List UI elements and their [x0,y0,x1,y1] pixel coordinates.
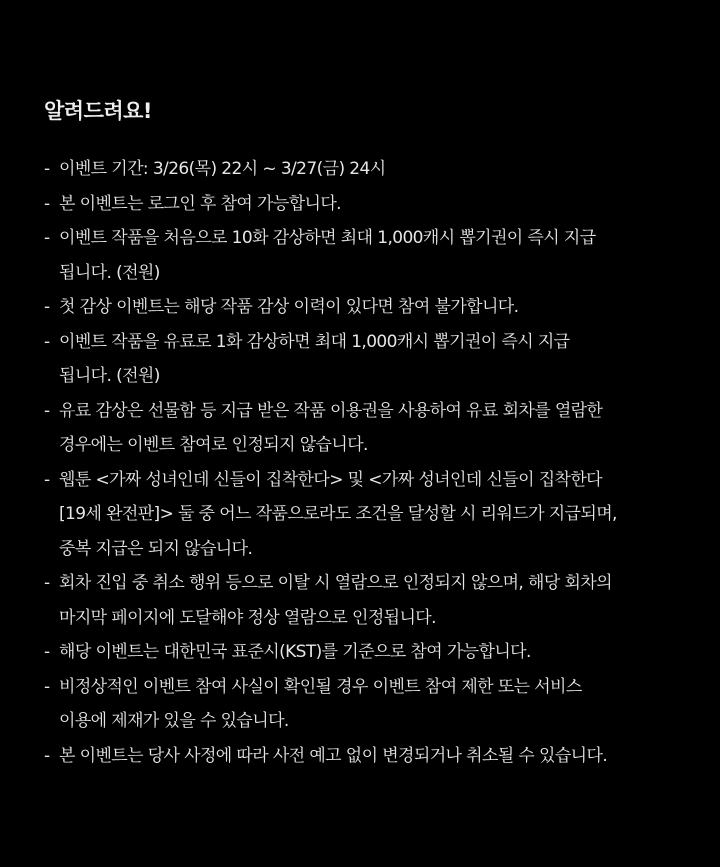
notice-item-text: 본 이벤트는 로그인 후 참여 가능합니다. [59,193,341,214]
notice-item [44,635,688,670]
notice-item-text: 유료 감상은 선물함 등 지급 받은 작품 이용권을 사용하여 유료 회차를 열람한 경우에는 이벤트 참여로 인정되지 않습니다. [59,400,603,455]
notice-item-text: 비정상적인 이벤트 참여 사실이 확인될 경우 이벤트 참여 제한 또는 서비스 이용에 제재가 있을 수 있습니다. [59,676,582,731]
notice-item-text: 해당 이벤트는 대한민국 표준시(KST)를 기준으로 참여 가능합니다. [59,642,531,662]
bullet-dash: - [44,193,50,214]
notice-item [44,463,688,567]
notice-item [44,187,688,222]
bullet-dash: - [44,469,50,490]
bullet-dash: - [44,228,50,248]
notice-item-text: 이벤트 작품을 유료로 1화 감상하면 최대 1,000캐시 뽑기권이 즉시 지급 됩니다. (전원) [59,331,570,386]
notice-item [44,670,688,739]
notice-item [44,221,688,290]
notice-item-text: 본 이벤트는 당사 사정에 따라 사전 예고 없이 변경되거나 취소될 수 있습니다. [59,745,608,766]
notice-item [44,325,688,394]
notice-item-text: 회차 진입 중 취소 행위 등으로 이탈 시 열람으로 인정되지 않으며, 해당 회차의 마지막 페이지에 도달해야 정상 열람으로 인정됩니다. [59,573,612,628]
notice-item-text: 웹툰 <가짜 성녀인데 신들이 집착한다> 및 <가짜 성녀인데 신들이 집착한다 [19세 완전판]> 둘 중 어느 작품으로라도 조건을 달성할 시 리워드가 지급되며, 중복 지급은 되지 않습니다. [59,469,617,559]
bullet-dash: - [44,297,50,317]
bullet-dash: - [44,676,50,697]
notice-item [44,739,688,774]
notice-item-text: 이벤트 작품을 처음으로 10화 감상하면 최대 1,000캐시 뽑기권이 즉시 지급 됩니다. (전원) [59,228,596,283]
bullet-dash: - [44,400,50,421]
notice-item-text: 첫 감상 이벤트는 해당 작품 감상 이력이 있다면 참여 불가합니다. [59,297,519,317]
notice-item [44,394,688,463]
notice-title: 알려드려요! [44,99,153,123]
notice-item [44,566,688,635]
bullet-dash: - [44,331,50,352]
bullet-dash: - [44,159,50,179]
notice-item [44,290,688,325]
bullet-dash: - [44,642,50,662]
bullet-dash: - [44,745,50,766]
notice-item-text: 이벤트 기간: 3/26(목) 22시 ~ 3/27(금) 24시 [59,159,386,179]
notice-item [44,152,688,187]
notice-list [44,152,688,773]
bullet-dash: - [44,573,50,593]
